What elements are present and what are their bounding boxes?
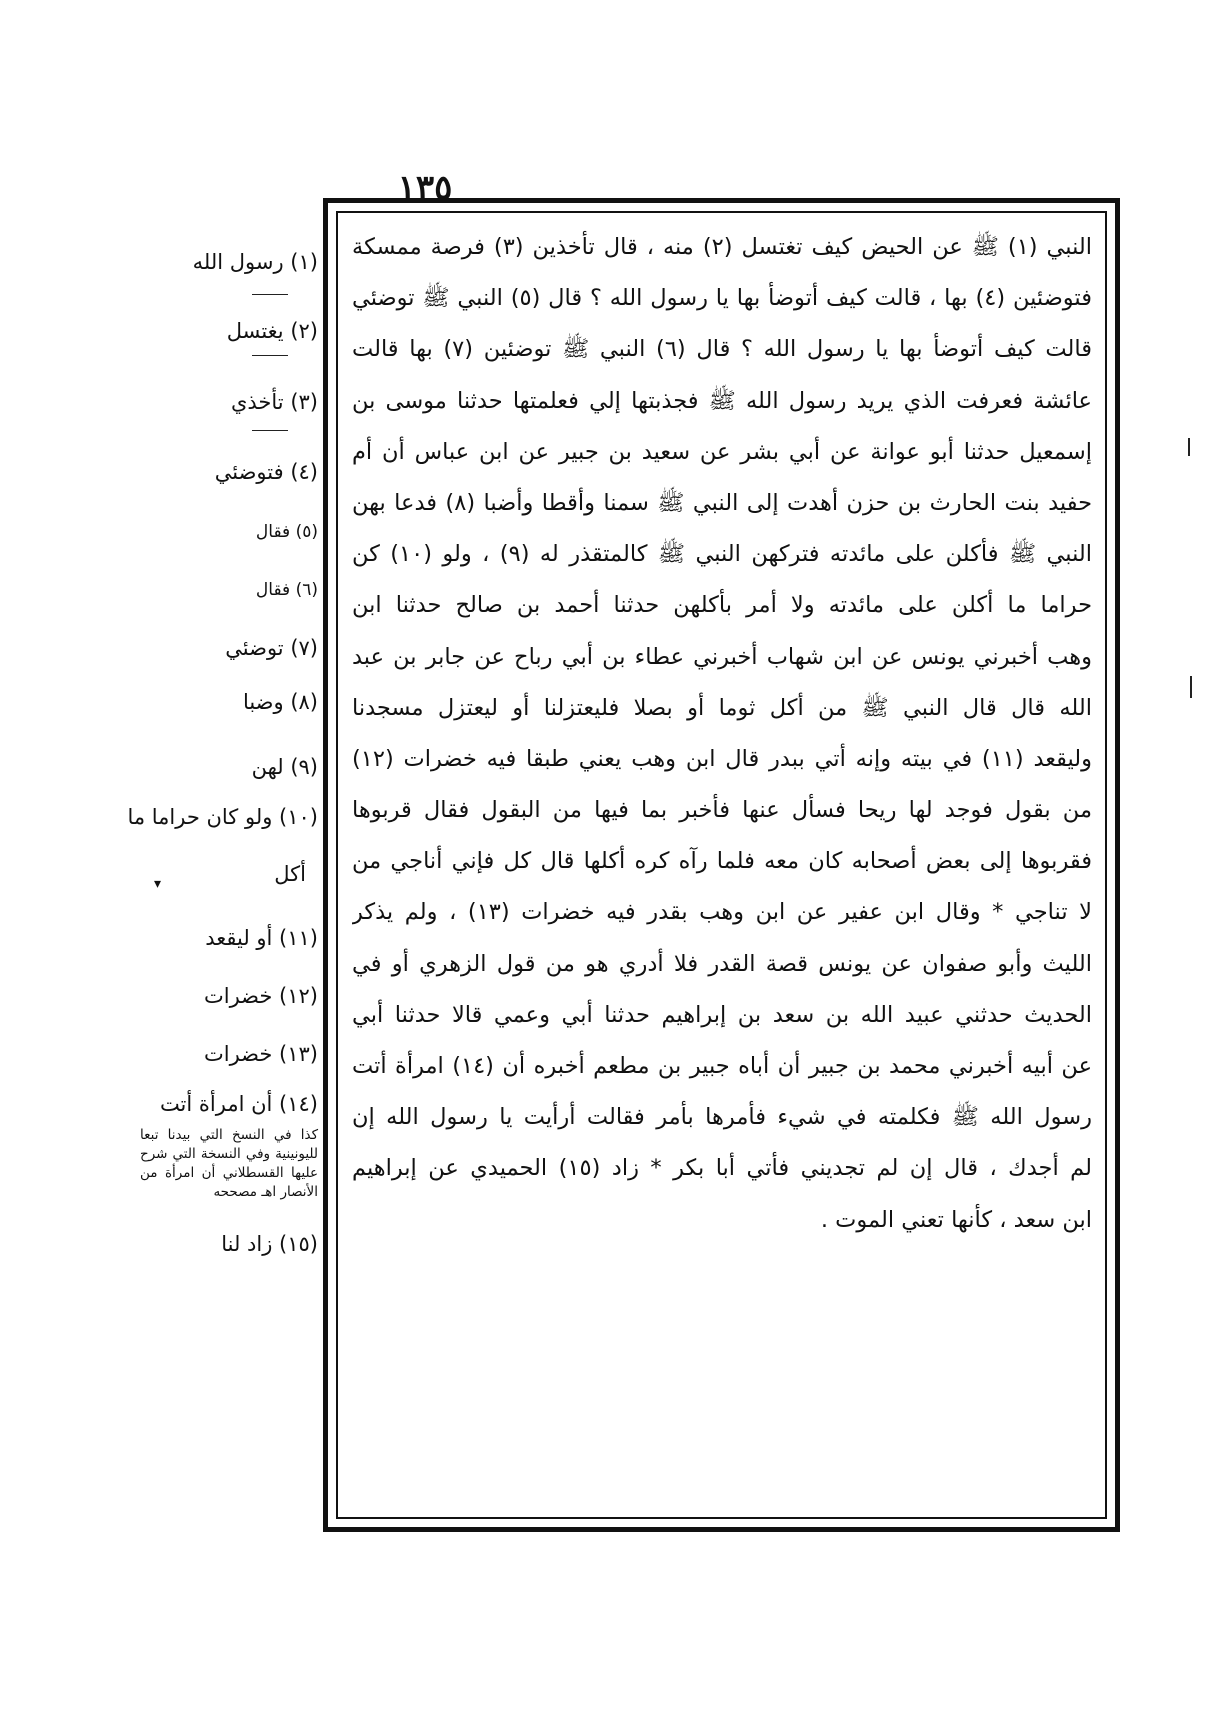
main-text-line-11: وليقعد (١١) في بيته وإنه أتي ببدر قال ابن وهب يعني طبقا فيه خضرات (١٢) <box>352 745 1092 772</box>
main-text-line-19: لم أجدك ، قال إن لم تجديني فأتي أبا بكر * زاد (١٥) الحميدي عن إبراهيم <box>352 1155 1092 1182</box>
margin-note-5: (٥) فقال <box>255 522 318 542</box>
main-text-line-1: النبي (١) ﷺ عن الحيض كيف تغتسل (٢) منه ، قال تأخذين (٣) فرصة ممسكة <box>352 234 1092 260</box>
margin-note-9: (٩) لهن <box>251 755 318 779</box>
margin-note-8: (٨) وضبا <box>242 690 318 714</box>
main-text-line-2: فتوضئين (٤) بها ، قالت كيف أتوضأ بها يا رسول الله ؟ قال (٥) النبي ﷺ توضئي <box>352 285 1092 312</box>
main-text-line-13: فقربوها إلى بعض أصحابه كان معه فلما رآه كره أكلها قال كل فإني أناجي من <box>352 848 1092 875</box>
main-text-line-12: من بقول فوجد لها ريحا فسأل عنها فأخبر بما فيها من البقول فقال قربوها <box>352 797 1092 824</box>
margin-dot-mark: ▾ <box>154 876 162 892</box>
margin-divider <box>252 355 288 356</box>
main-text-line-14: لا تناجي * وقال ابن عفير عن ابن وهب بقدر فيه خضرات (١٣) ، ولم يذكر <box>352 899 1092 926</box>
page-edge-mark <box>1190 676 1192 698</box>
main-text-line-15: الليث وأبو صفوان عن يونس قصة القدر فلا أدري هو من قول الزهري أو في <box>352 950 1092 977</box>
main-text-line-20: ابن سعد ، كأنها تعني الموت . <box>820 1206 1092 1233</box>
margin-note-14: (١٣) خضرات <box>203 1042 318 1066</box>
main-text-line-8: حراما ما أكلن على مائدته ولا أمر بأكلهن حدثنا أحمد بن صالح حدثنا ابن <box>352 592 1092 619</box>
main-text-line-9: وهب أخبرني يونس عن ابن شهاب أخبرني عطاء بن أبي رباح عن جابر بن عبد <box>352 643 1092 670</box>
margin-note-7: (٧) توضئي <box>225 636 318 660</box>
main-text-line-18: رسول الله ﷺ فكلمته في شيء فأمرها بأمر فقالت أرأيت يا رسول الله إن <box>352 1104 1092 1131</box>
margin-note-4: (٤) فتوضئي <box>214 460 318 484</box>
margin-divider <box>252 294 288 295</box>
margin-note-12: (١١) أو ليقعد <box>205 926 318 950</box>
margin-note-10: (١٠) ولو كان حراما ما <box>127 805 318 829</box>
margin-note-17: (١٥) زاد لنا <box>221 1232 318 1256</box>
main-text-block <box>352 222 1092 1246</box>
margin-note-16: كذا في النسخ التي بيدنا تبعا لليونينية وفي النسخة التي شرح عليها القسطلاني أن امرأة من الأنصار اهـ مصححه <box>140 1127 318 1200</box>
margin-note-6: (٦) فقال <box>255 580 318 600</box>
main-text-line-10: الله قال قال النبي ﷺ من أكل ثوما أو بصلا فليعتزلنا أو ليعتزل مسجدنا <box>352 694 1092 721</box>
main-text-line-17: عن أبيه أخبرني محمد بن جبير أن أباه جبير بن مطعم أخبره أن (١٤) امرأة أتت <box>352 1053 1092 1079</box>
page-edge-mark <box>1188 438 1190 456</box>
margin-note-11: أكل <box>274 862 306 886</box>
main-text-line-6: حفيد بنت الحارث بن حزن أهدت إلى النبي ﷺ سمنا وأقطا وأضبا (٨) فدعا بهن <box>352 489 1092 516</box>
margin-note-1: (١) رسول الله <box>192 250 318 274</box>
main-text-line-4: عائشة فعرفت الذي يريد رسول الله ﷺ فجذبتها إلي فعلمتها حدثنا موسى بن <box>352 387 1092 414</box>
margin-note-15: (١٤) أن امرأة أتت <box>159 1092 318 1116</box>
main-text-line-16: الحديث حدثني عبيد الله بن سعد بن إبراهيم حدثنا أبي وعمي قالا حدثنا أبي <box>352 1001 1092 1028</box>
margin-divider <box>252 430 288 431</box>
main-text-line-7: النبي ﷺ فأكلن على مائدته فتركهن النبي ﷺ كالمتقذر له (٩) ، ولو (١٠) كن <box>352 541 1092 568</box>
main-text-line-3: قالت كيف أتوضأ بها يا رسول الله ؟ قال (٦) النبي ﷺ توضئين (٧) بها قالت <box>352 336 1092 363</box>
margin-note-2: (٢) يغتسل <box>226 319 318 343</box>
margin-note-3: (٣) تأخذي <box>230 390 318 414</box>
margin-note-13: (١٢) خضرات <box>203 984 318 1008</box>
page-number: ١٣٥ <box>397 168 453 208</box>
main-text-line-5: إسمعيل حدثنا أبو عوانة عن أبي بشر عن سعيد بن جبير عن ابن عباس أن أم <box>352 438 1092 465</box>
